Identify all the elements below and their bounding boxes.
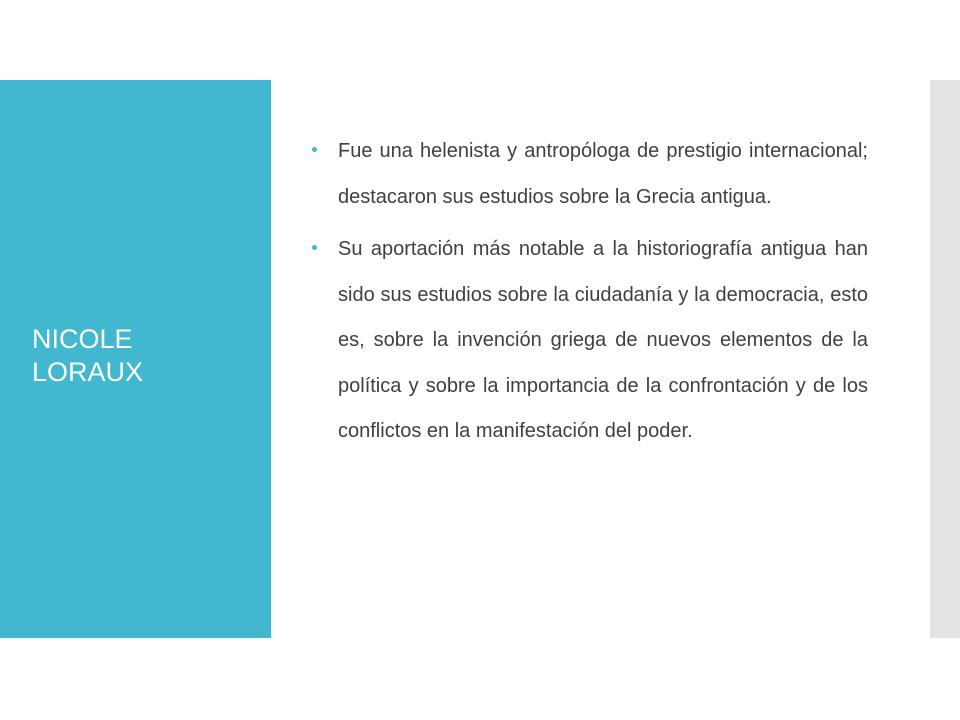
bullet-item (312, 227, 868, 455)
bullet-text: Fue una helenista y antropóloga de prestigio internacional; destacaron sus estudios sobre la Grecia antigua. (338, 140, 868, 208)
bullet-item (312, 129, 868, 220)
side-bar (930, 80, 960, 638)
bullet-dot-icon (312, 245, 317, 250)
bullet-text: Su aportación más notable a la historiografía antigua han sido sus estudios sobre la ciudadanía y la democracia, esto es, sobre la invención griega de nuevos elementos de la política y sobre la importancia de la confrontación y de los conflictos en la manifestación del poder. (338, 238, 868, 442)
bullet-list (312, 129, 868, 462)
slide-title: NICOLE LORAUX (32, 324, 144, 387)
bullet-dot-icon (312, 147, 317, 152)
title-panel (0, 80, 271, 638)
